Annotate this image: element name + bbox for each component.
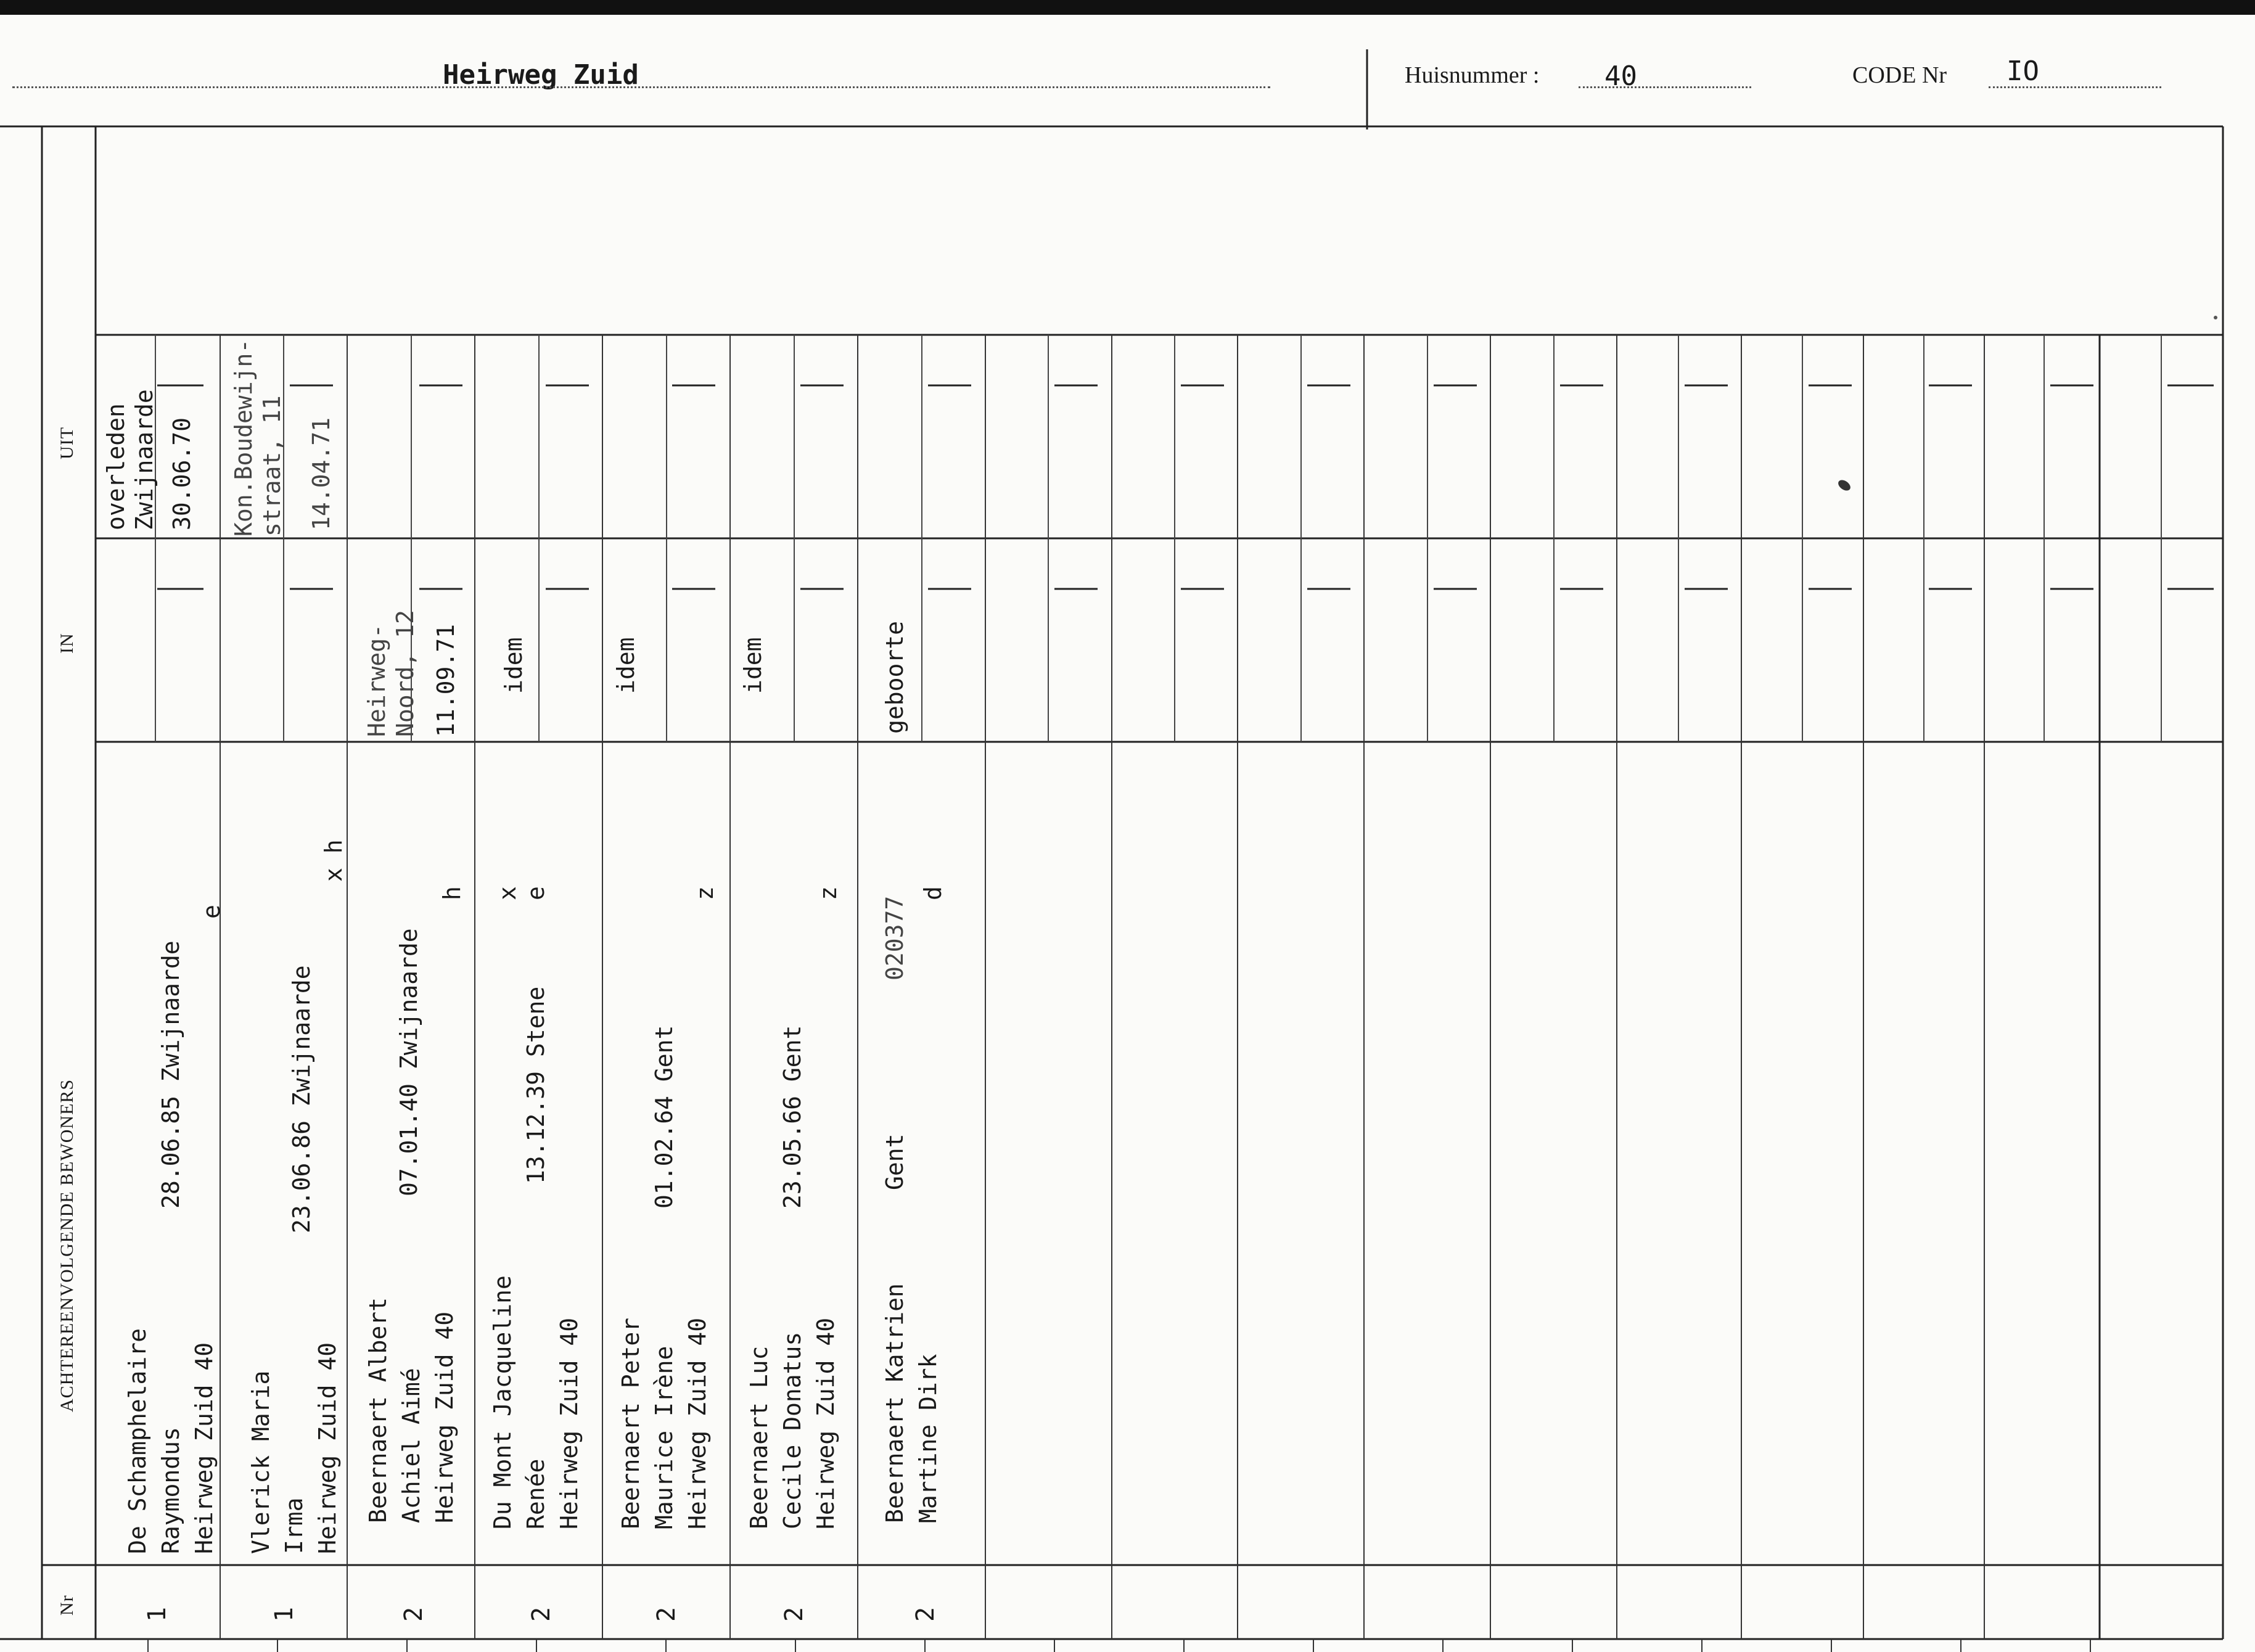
row-3-name-line-3: Heirweg Zuid 40 [431, 1311, 458, 1523]
row-4-name-line-3: Heirweg Zuid 40 [556, 1317, 583, 1529]
row-6-name-line-3: Heirweg Zuid 40 [812, 1317, 839, 1529]
row-2-uit-date: 14.04.71 [308, 417, 335, 530]
row-2-name-line-3: Heirweg Zuid 40 [314, 1342, 341, 1554]
row-6-birth: 23.05.66 Gent [779, 1025, 806, 1209]
row-7-nr: 2 [911, 1606, 940, 1622]
row-5-birth: 01.02.64 Gent [651, 1025, 678, 1209]
row-3-nr: 2 [400, 1606, 428, 1622]
row-5-name-line-3: Heirweg Zuid 40 [684, 1317, 711, 1529]
row-7-birth-code: 020377 [881, 895, 908, 980]
row-6-nr: 2 [780, 1606, 808, 1622]
row-4-name-line-1: Du Mont Jacqueline [489, 1275, 516, 1529]
column-label-nr: Nr [57, 1595, 77, 1616]
row-5-in-place: idem [612, 637, 639, 694]
row-5-nr: 2 [652, 1606, 681, 1622]
row-4-name-line-2: Renée [522, 1458, 549, 1529]
street-name: Heirweg Zuid [443, 59, 639, 91]
row-2-marker: x h [320, 839, 347, 882]
row-3-name-line-2: Achiel Aimé [398, 1368, 425, 1523]
row-2-birth: 23.06.86 Zwijnaarde [288, 965, 315, 1233]
row-6-in-place: idem [739, 637, 766, 694]
row-4-in-place: idem [500, 637, 527, 694]
column-label-bewoners: ACHTEREENVOLGENDE BEWONERS [57, 1079, 77, 1412]
row-2-name-line-1: Vlerick Maria [247, 1370, 274, 1554]
code-value: IO [2006, 55, 2039, 87]
row-6-name-line-2: Cecile Donatus [779, 1331, 806, 1529]
row-7-marker: d [919, 886, 947, 900]
row-1-marker: e [198, 905, 225, 919]
row-4-marker: x e [494, 886, 549, 900]
row-2-name-line-2: Irma [281, 1497, 308, 1554]
row-1-name-line-3: Heirweg Zuid 40 [191, 1342, 218, 1554]
huisnummer-value: 40 [1604, 60, 1637, 92]
code-label: CODE Nr [1852, 62, 1947, 88]
row-4-nr: 2 [527, 1606, 556, 1622]
row-6-name-line-1: Beernaert Luc [746, 1346, 773, 1529]
row-2-nr: 1 [270, 1606, 298, 1622]
row-1-nr: 1 [143, 1606, 171, 1622]
row-7-birth: Gent [881, 1133, 908, 1190]
ink-speck [2214, 316, 2217, 319]
row-3-marker: h [438, 886, 466, 900]
row-1-name-line-1: De Schamphelaire [124, 1328, 151, 1554]
row-3-in-place: Heirweg- Noord, 12 [363, 610, 419, 737]
row-3-name-line-1: Beernaert Albert [364, 1297, 392, 1523]
row-7-in-place: geboorte [881, 620, 908, 734]
row-5-marker: z [691, 886, 718, 900]
row-3-birth: 07.01.40 Zwijnaarde [395, 928, 422, 1196]
row-2-uit-place: Kon.Boudewijn- straat, 11 [230, 339, 285, 536]
row-1-uit-place: overleden Zwijnaarde [102, 389, 158, 530]
row-4-birth: 13.12.39 Stene [522, 986, 549, 1184]
column-label-uit: UIT [57, 427, 77, 459]
row-6-marker: z [815, 886, 842, 900]
row-5-name-line-1: Beernaert Peter [617, 1317, 644, 1529]
row-1-name-line-2: Raymondus [157, 1427, 184, 1554]
row-1-uit-date: 30.06.70 [168, 417, 195, 530]
row-7-name-line-1: Beernaert Katrien [881, 1283, 908, 1523]
huisnummer-label: Huisnummer : [1405, 62, 1540, 88]
row-3-in-date: 11.09.71 [432, 623, 459, 737]
row-5-name-line-2: Maurice Irène [651, 1346, 678, 1529]
column-label-in: IN [57, 633, 77, 654]
row-7-name-line-2: Martine Dirk [914, 1354, 942, 1523]
row-1-birth: 28.06.85 Zwijnaarde [157, 940, 184, 1209]
